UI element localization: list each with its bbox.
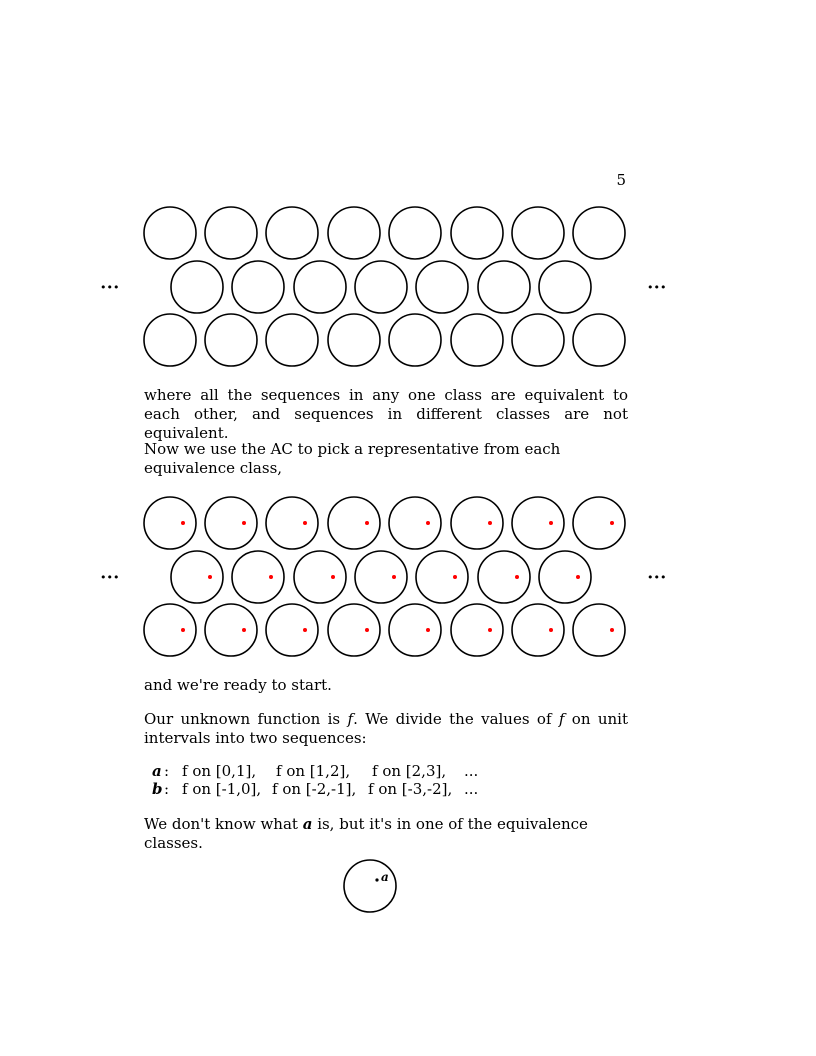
class-circle <box>171 261 223 313</box>
class-circle <box>144 604 196 656</box>
representative-point <box>269 575 273 579</box>
representative-point <box>365 521 369 525</box>
class-circle <box>171 551 223 603</box>
representative-point <box>303 521 307 525</box>
representative-point <box>365 628 369 632</box>
representatives-figure <box>0 494 816 662</box>
representative-point <box>549 521 553 525</box>
representative-point <box>242 521 246 525</box>
class-circle <box>451 604 503 656</box>
ellipsis-dots: ••• <box>647 571 667 584</box>
page-number: 5 <box>616 171 626 189</box>
class-circle <box>205 314 257 366</box>
class-circle <box>355 261 407 313</box>
paragraph-unknown-a: We don't know what a is, but it's in one of the equivalence classes. <box>144 815 588 852</box>
representative-point <box>610 628 614 632</box>
class-circle <box>355 551 407 603</box>
representative-point <box>515 575 519 579</box>
paragraph-unknown-function: Our unknown function is f. We divide the values of f on unit intervals into two sequences: <box>144 710 628 747</box>
class-circle <box>389 604 441 656</box>
ellipsis-dots: ••• <box>100 571 120 584</box>
sequence-row-b: b : f on [-1,0], f on [-2,-1], f on [-3,-2], ... <box>152 780 479 798</box>
class-circle <box>512 314 564 366</box>
representative-point <box>576 575 580 579</box>
class-circle <box>328 314 380 366</box>
sequence-table <box>152 762 478 798</box>
class-circle <box>416 551 468 603</box>
class-circle <box>344 860 396 912</box>
class-circle <box>512 497 564 549</box>
class-circle <box>573 314 625 366</box>
class-circle <box>539 261 591 313</box>
class-circle <box>144 314 196 366</box>
class-circle <box>266 207 318 259</box>
representative-point <box>488 628 492 632</box>
class-circle <box>144 497 196 549</box>
point-a <box>375 878 378 881</box>
class-circle <box>294 261 346 313</box>
representative-point <box>392 575 396 579</box>
class-circle <box>294 551 346 603</box>
paragraph-ready: and we're ready to start. <box>144 676 332 694</box>
representative-point <box>610 521 614 525</box>
class-circle <box>205 604 257 656</box>
class-circle <box>328 207 380 259</box>
class-circle <box>389 314 441 366</box>
class-circle <box>416 261 468 313</box>
class-circle <box>328 497 380 549</box>
class-circle <box>573 604 625 656</box>
class-circle <box>451 497 503 549</box>
representative-point <box>426 521 430 525</box>
class-circle <box>266 314 318 366</box>
sequence-name: b <box>152 780 163 798</box>
sequence-cell: f on [1,2], <box>276 762 351 780</box>
ellipsis-dots: ••• <box>100 281 120 294</box>
sequence-cell: ... <box>464 762 479 780</box>
paragraph-classes: where all the sequences in any one class are equivalent to each other, and sequences in different classes are not equivalent. <box>144 386 628 442</box>
class-circle <box>478 551 530 603</box>
sequence-name: a <box>152 762 162 780</box>
sequence-row-a: a : f on [0,1], f on [1,2], f on [2,3], ... <box>152 762 479 780</box>
representative-point <box>208 575 212 579</box>
representative-point <box>242 628 246 632</box>
single-class-figure <box>0 855 816 919</box>
class-circle <box>144 207 196 259</box>
class-circle <box>232 261 284 313</box>
representative-point <box>453 575 457 579</box>
sequence-cell: f on [2,3], <box>372 762 447 780</box>
class-circle <box>232 551 284 603</box>
class-circle <box>266 604 318 656</box>
class-circle <box>512 207 564 259</box>
variable-a: a <box>302 815 313 833</box>
class-circle <box>205 497 257 549</box>
sequence-cell: f on [0,1], <box>182 762 257 780</box>
variable-f: f <box>558 710 565 728</box>
class-circle <box>512 604 564 656</box>
class-circle <box>389 497 441 549</box>
class-circle <box>478 261 530 313</box>
representative-point <box>549 628 553 632</box>
representative-point <box>181 628 185 632</box>
paragraph-pick-representatives: Now we use the AC to pick a representative from each equivalence class, <box>144 440 561 477</box>
representative-point <box>426 628 430 632</box>
class-circle <box>451 314 503 366</box>
class-circle <box>539 551 591 603</box>
class-circle <box>451 207 503 259</box>
sequence-cell: ... <box>464 780 479 798</box>
representative-point <box>303 628 307 632</box>
class-circle <box>573 207 625 259</box>
representative-point <box>181 521 185 525</box>
representative-point <box>331 575 335 579</box>
ellipsis-dots: ••• <box>647 281 667 294</box>
class-circle <box>328 604 380 656</box>
sequence-cell: f on [-1,0], <box>182 780 262 798</box>
label-a: a <box>381 870 389 884</box>
class-circle <box>573 497 625 549</box>
representative-point <box>488 521 492 525</box>
equivalence-classes-figure <box>0 204 816 372</box>
variable-f: f <box>347 710 354 728</box>
class-circle <box>205 207 257 259</box>
class-circle <box>266 497 318 549</box>
class-circle <box>389 207 441 259</box>
sequence-cell: f on [-2,-1], <box>272 780 357 798</box>
sequence-cell: f on [-3,-2], <box>368 780 453 798</box>
